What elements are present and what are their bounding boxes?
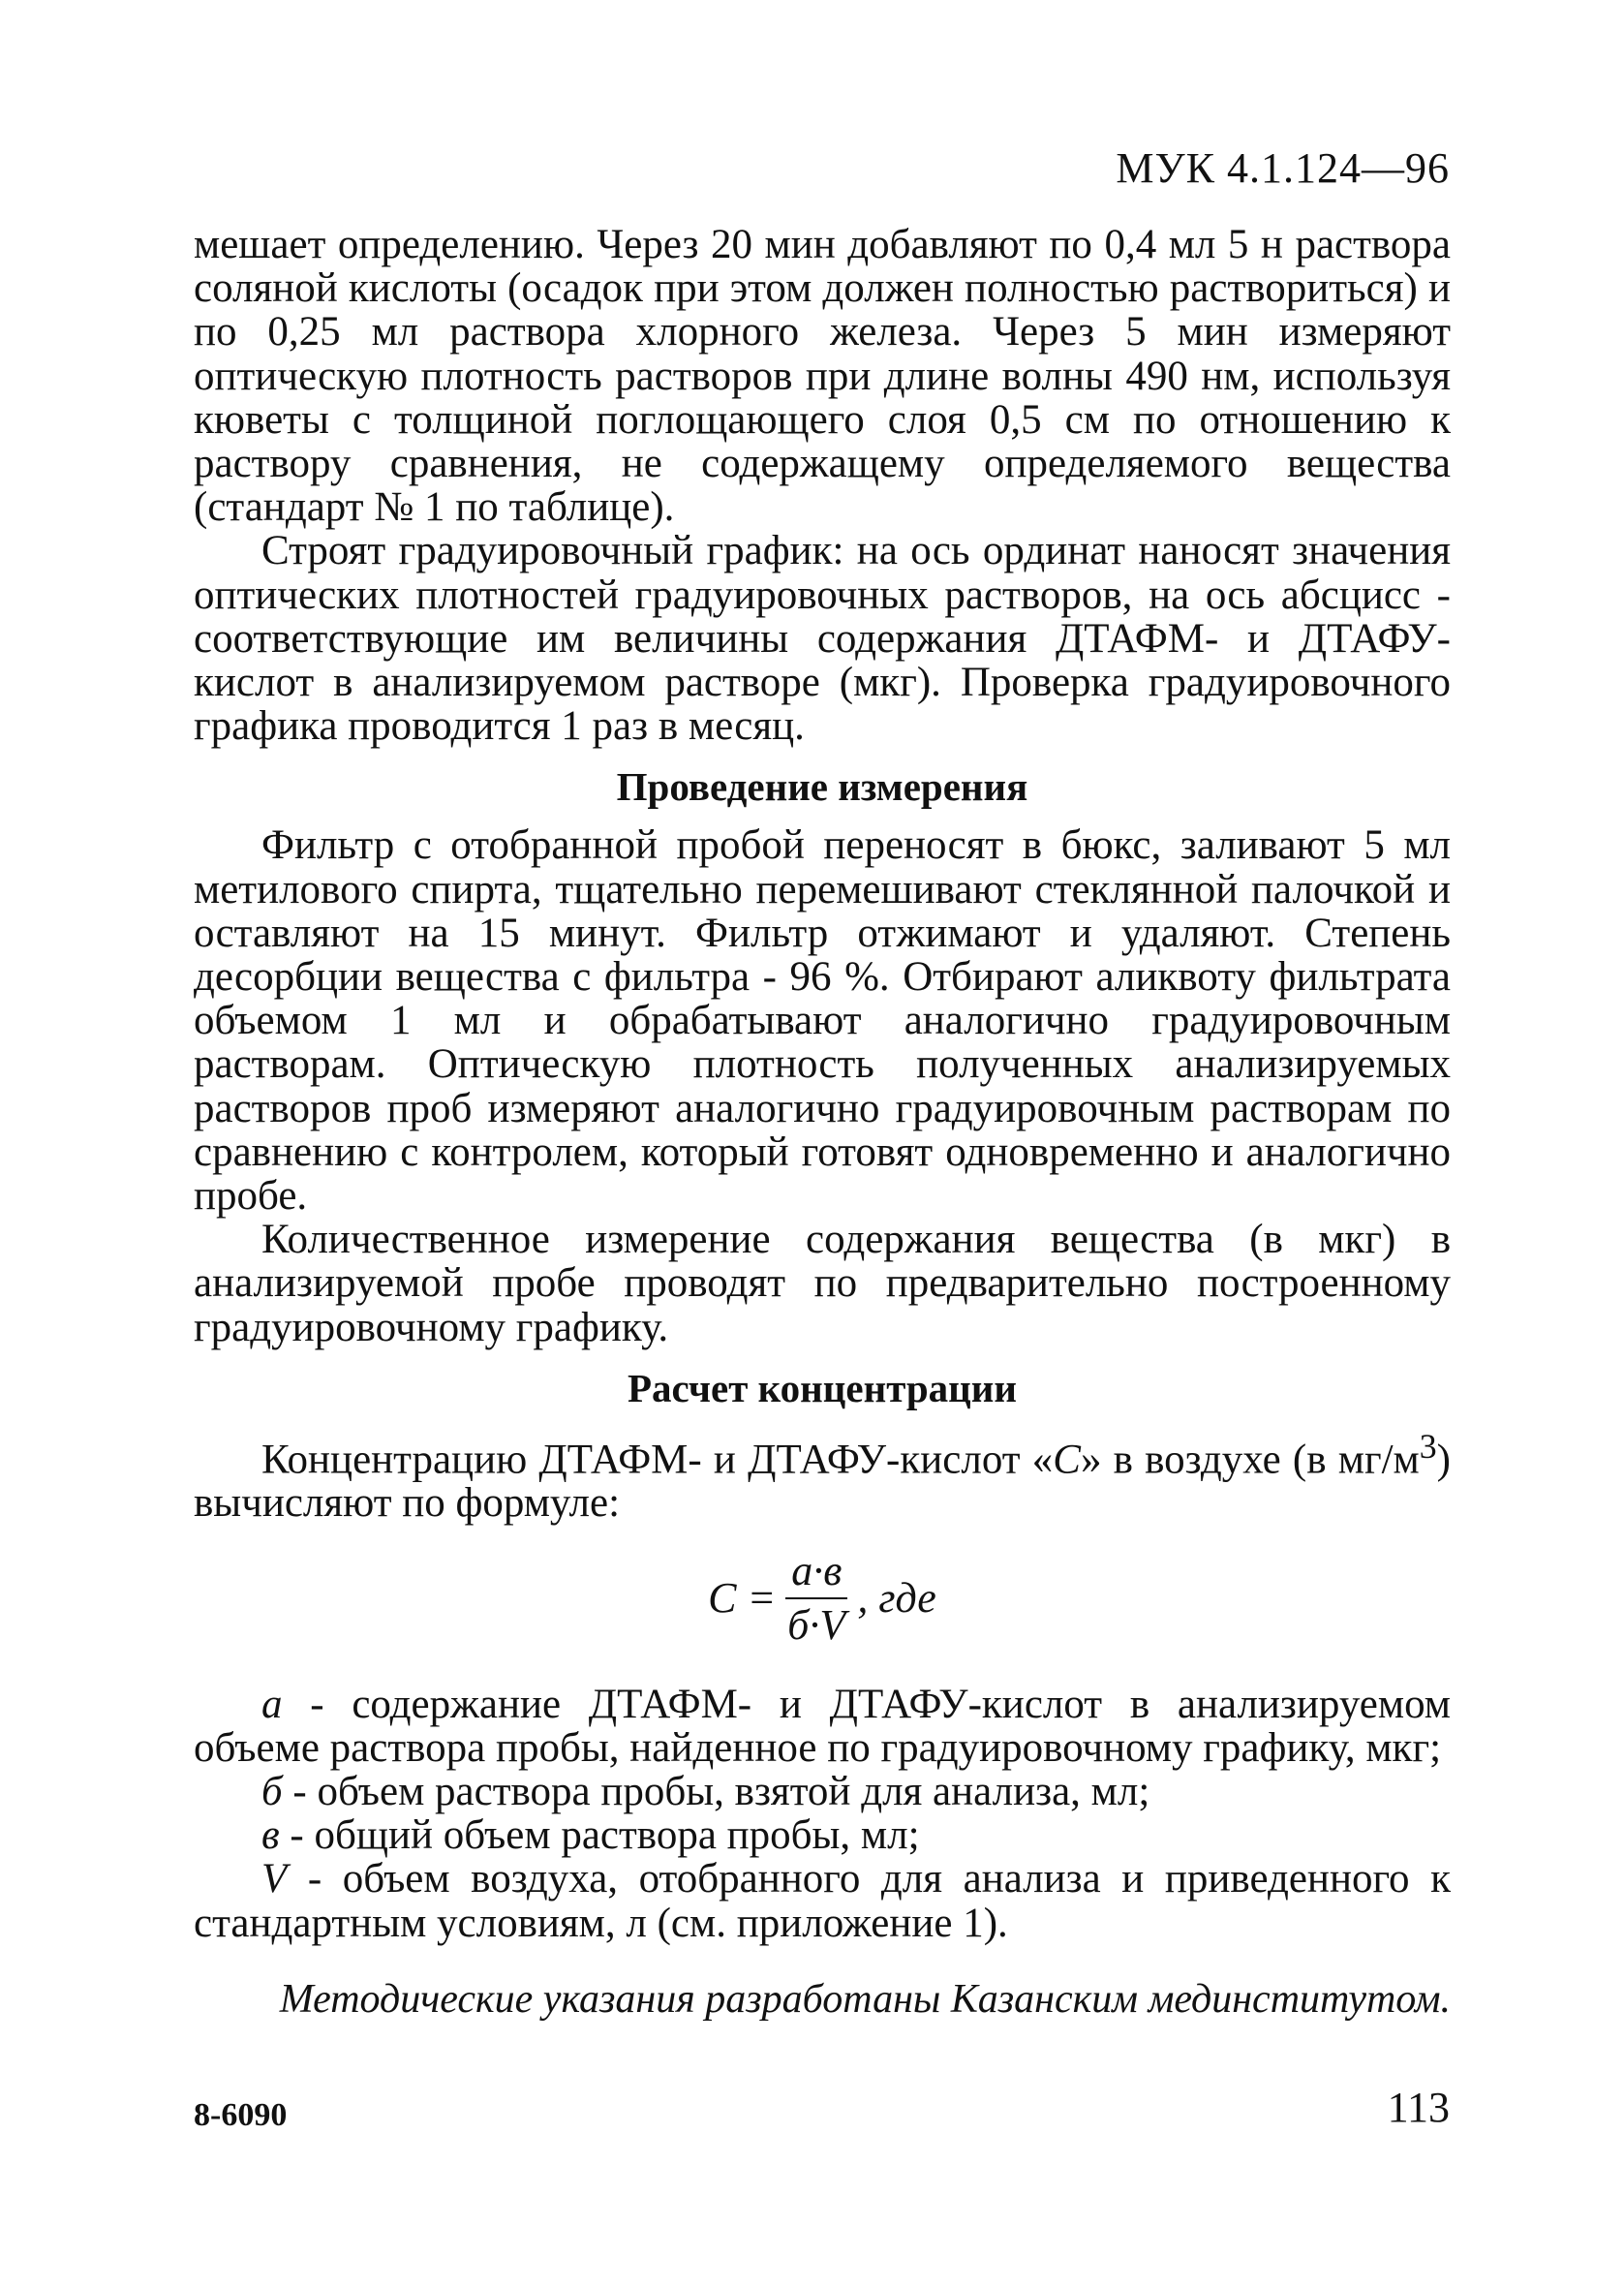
formula-lhs: С = [708,1574,777,1622]
paragraph-continuation: мешает определению. Через 20 мин добавляют по 0,4 мл 5 н раствора соляной кислоты (осадок при этом должен полностью раствориться) и по 0,25 мл раствора хлорного железа. Через 5 мин измеряют оптическую плотность растворов при длине волны 490 нм, используя кюветы с толщиной поглощающего слоя 0,5 см по отношению к раствору сравнения, не содержащему определяемого вещества (стандарт № 1 по таблице). [194,222,1451,531]
variable-symbol: б [261,1769,283,1815]
document-body [194,223,1451,2022]
section-heading-measurement: Проведение измерения [616,764,1028,810]
concentration-variable: С [1053,1437,1081,1483]
variable-definitions [194,1683,1451,1945]
paragraph-measurement-procedure: Фильтр с отобранной пробой переносят в бюкс, заливают 5 мл метилового спирта, тщательно перемешивают стеклянной палочкой и оставляют на 15 минут. Фильтр отжимают и удаляют. Степень десорбции вещества с фильтра - 96 %. Отбирают аликвоту фильтрата объемом 1 мл и обрабатывают аналогично градуировочным растворам. Оптическую плотность полученных анализируемых растворов проб измеряют аналогично градуировочным растворам по сравнению с контролем, который готовят одновременно и аналогично пробе. [194,822,1451,1220]
intro-text-pre: Концентрацию ДТАФМ- и ДТАФУ-кислот « [261,1437,1054,1483]
page-number: 113 [1387,2084,1450,2131]
paragraph-quantitative-measurement: Количественное измерение содержания вещества (в мкг) в анализируемой пробе проводят по предварительно построенному градуировочному графику. [194,1217,1451,1350]
variable-text: - объем раствора пробы, взятой для анализа, мл; [282,1769,1150,1815]
variable-definition-b [194,1770,1451,1813]
variable-definition-v [194,1813,1451,1857]
variable-symbol: в [261,1812,280,1859]
variable-text: - содержание ДТАФМ- и ДТАФУ-кислот в анализируемом объеме раствора пробы, найденное по градуировочному графику, мкг; [194,1681,1451,1771]
document-id-header: МУК 4.1.124—96 [1116,144,1450,192]
variable-symbol: V [261,1856,288,1902]
variable-text: - объем воздуха, отобранного для анализа и приведенного к стандартным условиям, л (см. приложение 1). [194,1856,1451,1946]
variable-symbol: а [261,1681,283,1727]
authorship-credit: Методические указания разработаны Казанским мединститутом. [279,1976,1451,2022]
concentration-formula [194,1547,1451,1650]
variable-definition-volume [194,1857,1451,1944]
variable-definition-a [194,1683,1451,1770]
variable-text: - общий объем раствора пробы, мл; [279,1812,920,1859]
paragraph-calibration-graph: Строят градуировочный график: на ось ординат наносят значения оптических плотностей градуировочных растворов, на ось абсцисс - соответствующие им величины содержания ДТАФМ- и ДТАФУ-кислот в анализируемом растворе (мкг). Проверка градуировочного графика проводится 1 раз в месяц. [194,528,1451,750]
formula-fraction [785,1547,847,1650]
intro-text-mid: » в воздухе (в мг/м [1080,1437,1420,1483]
intro-text-post: ) вычисляют по формуле: [194,1437,1451,1527]
formula-denominator: б·V [787,1600,846,1649]
print-code: 8-6090 [194,2097,288,2133]
formula-suffix: , где [857,1574,936,1622]
formula-numerator: а·в [785,1547,847,1599]
section-heading-concentration: Расчет концентрации [627,1365,1018,1410]
cubic-exponent: 3 [1419,1426,1437,1466]
paragraph-formula-intro [194,1425,1451,1526]
